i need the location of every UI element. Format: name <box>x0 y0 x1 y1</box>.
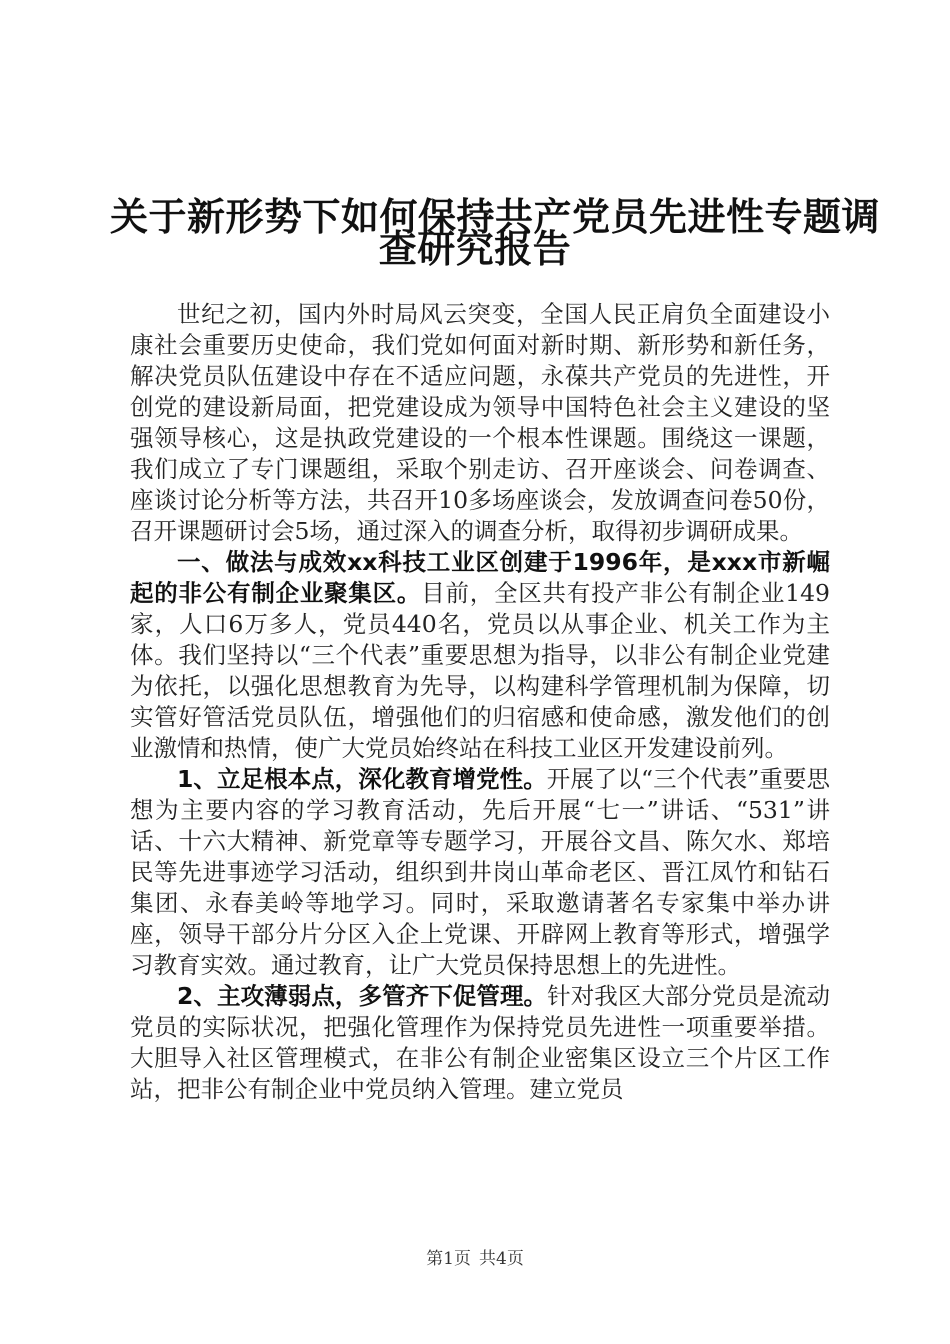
document-title-line-1: 关于新形势下如何保持共产党员先进性专题调 <box>110 194 881 239</box>
paragraph-text: 目前，全区共有投产非公有制企业149家，人口6万多人，党员440名，党员以从事企业、机关工作为主体。我们坚持以“三个代表”重要思想为指导，以非公有制企业党建为依托，以强化思想教育为先导，以构建科学管理机制为保障，切实管好管活党员队伍，增强他们的归宿感和使命感，激发他们的创业激情和热情，使广大党员始终站在科技工业区开发建设前列。 <box>130 579 831 762</box>
paragraph-point-1 <box>130 764 830 981</box>
paragraph-point-2 <box>130 981 830 1105</box>
document-body <box>130 299 830 1105</box>
page-total: 共4页 <box>479 1249 524 1269</box>
point-heading: 1、立足根本点，深化教育增党性。 <box>177 765 547 793</box>
paragraph-section-1 <box>130 547 830 764</box>
section-heading: 一、做法与成效xx科技工业区创建于1996年，是xxx市新崛起的非公有制企业聚集区。 <box>130 548 830 607</box>
paragraph-text: 针对我区大部分党员是流动党员的实际状况，把强化管理作为保持党员先进性一项重要举措。大胆导入社区管理模式，在非公有制企业密集区设立三个片区工作站，把非公有制企业中党员纳入管理。建立党员 <box>130 982 830 1103</box>
paragraph-text: 世纪之初，国内外时局风云突变，全国人民正肩负全面建设小康社会重要历史使命，我们党如何面对新时期、新形势和新任务，解决党员队伍建设中存在不适应问题，永葆共产党员的先进性，开创党的建设新局面，把党建设成为领导中国特色社会主义建设的坚强领导核心，这是执政党建设的一个根本性课题。围绕这一课题，我们成立了专门课题组，采取个别走访、召开座谈会、问卷调查、座谈讨论分析等方法，共召开10多场座谈会，发放调查问卷50份，召开课题研讨会5场，通过深入的调查分析，取得初步调研成果。 <box>130 300 830 545</box>
page-footer <box>0 1244 950 1269</box>
paragraph-text: 开展了以“三个代表”重要思想为主要内容的学习教育活动，先后开展“七一”讲话、“531”讲话、十六大精神、新党章等专题学习，开展谷文昌、陈欠水、郑培民等先进事迹学习活动，组织到井岗山革命老区、晋江凤竹和钻石集团、永春美岭等地学习。同时，采取邀请著名专家集中举办讲座，领导干部分片分区入企上党课、开辟网上教育等形式，增强学习教育实效。通过教育，让广大党员保持思想上的先进性。 <box>130 765 830 979</box>
paragraph-intro <box>130 299 830 547</box>
page-number: 第1页 <box>426 1249 471 1269</box>
document-title-line-2: 查研究报告 <box>378 226 572 271</box>
point-heading: 2、主攻薄弱点，多管齐下促管理。 <box>177 982 548 1010</box>
